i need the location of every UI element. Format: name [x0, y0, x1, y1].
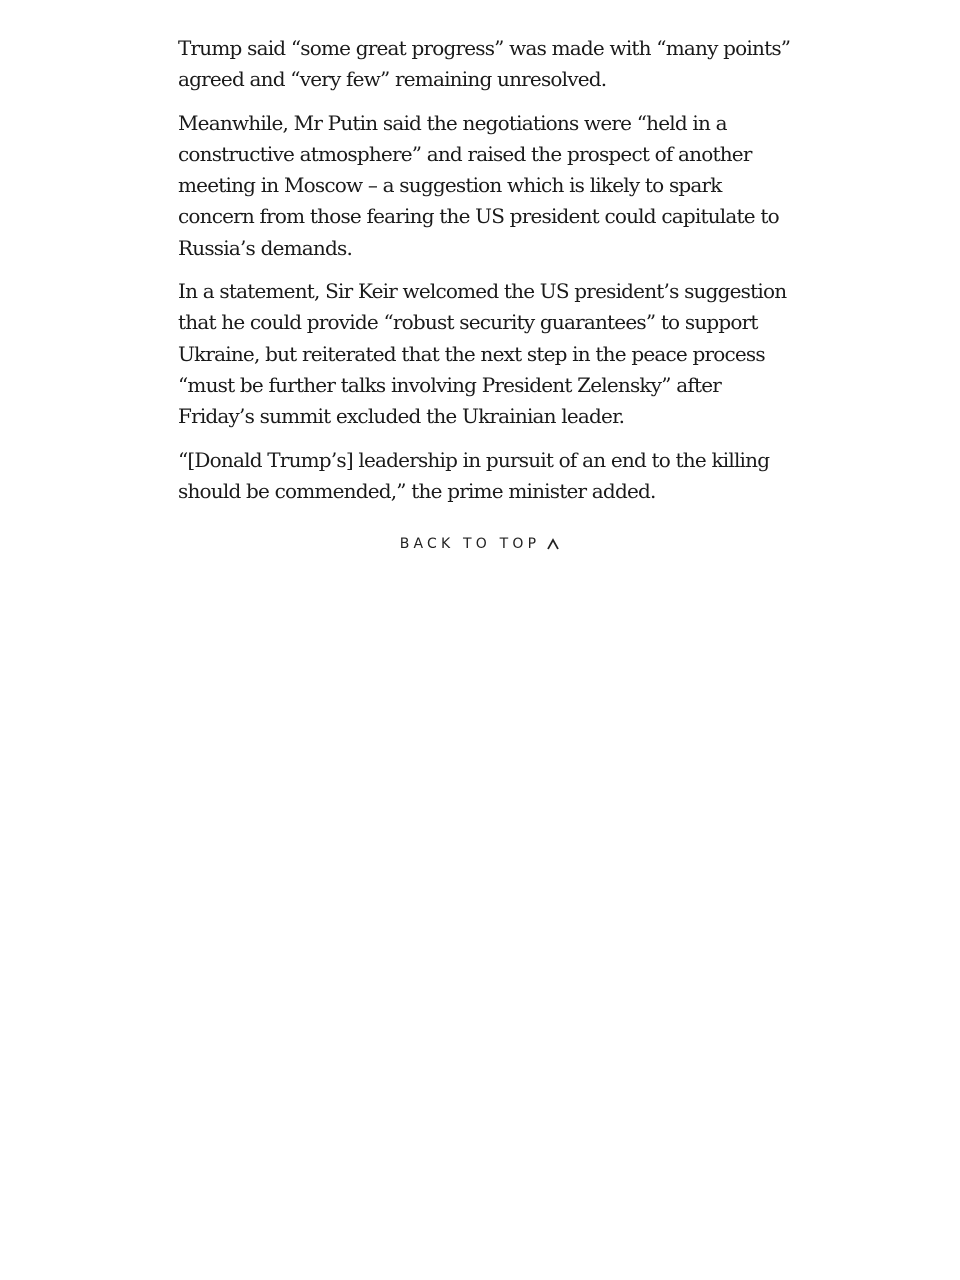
caret-up-icon — [546, 537, 560, 551]
article-paragraph: In a statement, Sir Keir welcomed the US president’s suggestion that he could provide “robust security guarantees” to support Ukraine, but reiterated that the next step in the peace process “must be further talks involving President Zelensky” after Friday’s summit excluded the Ukrainian leader. — [178, 279, 787, 429]
back-to-top-link[interactable] — [0, 536, 960, 552]
article-paragraph: Meanwhile, Mr Putin said the negotiations were “held in a constructive atmosphere” and raised the prospect of another meeting in Moscow – a suggestion which is likely to spark concern from those fearing the US president could capitulate to Russia’s demands. — [178, 110, 779, 260]
article-paragraph: “[Donald Trump’s] leadership in pursuit of an end to the killing should be commended,” the prime minister added. — [178, 447, 770, 503]
article-paragraph: Trump said “some great progress” was made with “many points” agreed and “very few” remaining unresolved. — [178, 36, 791, 92]
article-body — [178, 33, 798, 519]
back-to-top-label: BACK TO TOP — [399, 536, 541, 552]
